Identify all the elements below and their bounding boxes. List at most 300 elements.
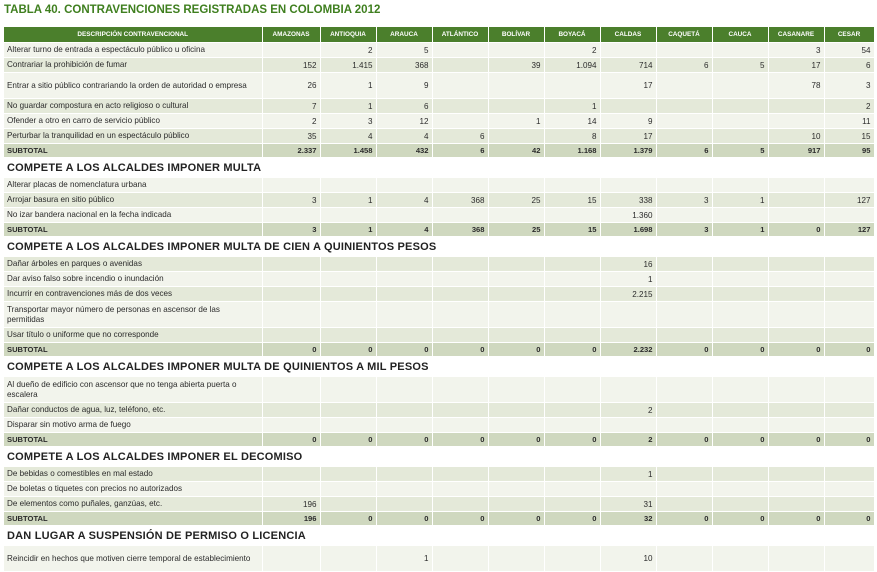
cell-value [432,287,488,302]
cell-value [262,482,320,497]
table-number: TABLA 40. [4,4,61,16]
cell-value: 0 [544,343,600,357]
cell-value [824,403,874,418]
section-heading: DAN LUGAR A SUSPENSIÓN DE PERMISO O LICENCIA [4,526,874,546]
cell-value [824,377,874,403]
cell-value [376,208,432,223]
cell-value [432,178,488,193]
cell-value: 0 [768,433,824,447]
cell-value [488,178,544,193]
table-row [4,328,874,343]
cell-value: 2.232 [600,343,656,357]
cell-value [824,497,874,512]
cell-value [320,467,376,482]
cell-value: 25 [488,193,544,208]
row-description: Reincidir en hechos que motiven cierre temporal de establecimiento [4,546,262,572]
cell-value [320,302,376,328]
cell-value [320,482,376,497]
cell-value [656,467,712,482]
cell-value [768,418,824,433]
cell-value: 0 [376,343,432,357]
row-description: Ofender a otro en carro de servicio público [4,114,262,129]
cell-value [262,272,320,287]
cell-value: 5 [712,144,768,158]
section-heading-row [4,158,874,178]
cell-value: 1 [544,99,600,114]
row-description: Entrar a sitio público contrariando la orden de autoridad o empresa [4,73,262,99]
column-header: CAQUETÁ [656,27,712,43]
cell-value [824,467,874,482]
cell-value [432,377,488,403]
cell-value: 78 [768,73,824,99]
cell-value [712,99,768,114]
cell-value [432,328,488,343]
cell-value: 17 [600,73,656,99]
cell-value: 1.360 [600,208,656,223]
cell-value [544,418,600,433]
row-description: Al dueño de edificio con ascensor que no tenga abierta puerta o escalera [4,377,262,403]
table-body [4,43,874,572]
cell-value [432,272,488,287]
cell-value: 6 [824,58,874,73]
cell-value: 1 [600,272,656,287]
cell-value: 6 [432,144,488,158]
cell-value [768,328,824,343]
cell-value: 0 [320,343,376,357]
cell-value [488,418,544,433]
cell-value [488,497,544,512]
cell-value [488,73,544,99]
cell-value: 0 [376,512,432,526]
cell-value [656,114,712,129]
cell-value [432,73,488,99]
cell-value [768,178,824,193]
table-row [4,467,874,482]
cell-value: 39 [488,58,544,73]
cell-value: 6 [656,58,712,73]
column-header: AMAZONAS [262,27,320,43]
cell-value [262,257,320,272]
cell-value [600,328,656,343]
cell-value [432,403,488,418]
cell-value: 0 [432,433,488,447]
cell-value [262,43,320,58]
cell-value [712,467,768,482]
cell-value: 127 [824,193,874,208]
cell-value [712,546,768,572]
cell-value [768,302,824,328]
cell-value: 3 [824,73,874,99]
cell-value: 1.168 [544,144,600,158]
cell-value [544,546,600,572]
cell-value [656,377,712,403]
cell-value [768,482,824,497]
cell-value [600,418,656,433]
cell-value [712,208,768,223]
cell-value [376,482,432,497]
cell-value [656,403,712,418]
subtotal-row [4,343,874,357]
cell-value [656,257,712,272]
cell-value: 8 [544,129,600,144]
cell-value [488,302,544,328]
cell-value: 0 [376,433,432,447]
section-heading-row [4,526,874,546]
cell-value [712,129,768,144]
cell-value: 4 [320,129,376,144]
cell-value [262,467,320,482]
table-row [4,73,874,99]
cell-value [544,178,600,193]
cell-value [488,208,544,223]
cell-value [712,114,768,129]
cell-value [320,377,376,403]
cell-value [262,328,320,343]
table-row [4,403,874,418]
cell-value: 0 [824,512,874,526]
cell-value [376,302,432,328]
cell-value [656,129,712,144]
cell-value: 196 [262,512,320,526]
cell-value: 6 [376,99,432,114]
table-row [4,302,874,328]
row-description: Transportar mayor número de personas en ascensor de las permitidas [4,302,262,328]
cell-value [712,418,768,433]
cell-value [432,546,488,572]
cell-value: 0 [544,433,600,447]
column-header: ATLÁNTICO [432,27,488,43]
cell-value [488,403,544,418]
cell-value [544,302,600,328]
header-row [4,27,874,43]
cell-value [656,99,712,114]
cell-value [600,43,656,58]
table-row [4,43,874,58]
cell-value: 0 [656,343,712,357]
cell-value [320,287,376,302]
cell-value: 95 [824,144,874,158]
cell-value [544,403,600,418]
cell-value: 0 [656,512,712,526]
cell-value: 0 [824,343,874,357]
cell-value: 0 [320,512,376,526]
cell-value [488,467,544,482]
cell-value [544,287,600,302]
cell-value: 5 [376,43,432,58]
cell-value [432,43,488,58]
cell-value: 4 [376,223,432,237]
cell-value [320,257,376,272]
cell-value [768,193,824,208]
row-description: Contrariar la prohibición de fumar [4,58,262,73]
cell-value: 1 [600,467,656,482]
cell-value: 1 [376,546,432,572]
row-description: Dañar conductos de agua, luz, teléfono, etc. [4,403,262,418]
row-description: Dar aviso falso sobre incendio o inundación [4,272,262,287]
cell-value: 12 [376,114,432,129]
cell-value [488,377,544,403]
cell-value [544,482,600,497]
cell-value: 54 [824,43,874,58]
cell-value: 196 [262,497,320,512]
cell-value: 35 [262,129,320,144]
subtotal-label: SUBTOTAL [4,512,262,526]
row-description: De elementos como puñales, ganzúas, etc. [4,497,262,512]
cell-value: 11 [824,114,874,129]
cell-value [376,377,432,403]
cell-value: 1 [320,73,376,99]
column-header: CAUCA [712,27,768,43]
cell-value: 1 [320,99,376,114]
cell-value: 0 [432,512,488,526]
cell-value [656,73,712,99]
cell-value [262,178,320,193]
cell-value: 31 [600,497,656,512]
table-row [4,497,874,512]
cell-value [488,129,544,144]
cell-value [656,208,712,223]
cell-value [824,178,874,193]
cell-value: 0 [488,433,544,447]
cell-value [488,43,544,58]
cell-value [320,497,376,512]
cell-value: 9 [376,73,432,99]
cell-value: 714 [600,58,656,73]
row-description: De bebidas o comestibles en mal estado [4,467,262,482]
cell-value [656,482,712,497]
cell-value [376,287,432,302]
cell-value [376,418,432,433]
cell-value [488,482,544,497]
cell-value [824,418,874,433]
cell-value [488,99,544,114]
cell-value: 3 [768,43,824,58]
cell-value [656,287,712,302]
cell-value [712,328,768,343]
cell-value [824,482,874,497]
row-description: Perturbar la tranquilidad en un espectáculo público [4,129,262,144]
cell-value: 0 [488,343,544,357]
cell-value: 152 [262,58,320,73]
subtotal-label: SUBTOTAL [4,433,262,447]
cell-value [432,58,488,73]
cell-value: 0 [712,343,768,357]
cell-value: 16 [600,257,656,272]
cell-value [600,377,656,403]
cell-value: 26 [262,73,320,99]
cell-value [376,257,432,272]
cell-value [320,178,376,193]
cell-value: 1 [712,223,768,237]
cell-value [712,377,768,403]
cell-value: 5 [712,58,768,73]
cell-value [262,302,320,328]
cell-value: 2 [262,114,320,129]
table-row [4,377,874,403]
cell-value [600,99,656,114]
cell-value [600,178,656,193]
table-row [4,58,874,73]
cell-value [824,302,874,328]
cell-value [376,497,432,512]
column-header: BOYACÁ [544,27,600,43]
section-heading: COMPETE A LOS ALCALDES IMPONER MULTA DE CIEN A QUINIENTOS PESOS [4,237,874,257]
cell-value [320,208,376,223]
cell-value: 1.094 [544,58,600,73]
cell-value: 1.698 [600,223,656,237]
cell-value: 15 [824,129,874,144]
cell-value: 3 [262,223,320,237]
cell-value: 368 [376,58,432,73]
cell-value: 127 [824,223,874,237]
cell-value [768,257,824,272]
cell-value: 0 [262,433,320,447]
row-description: Incurrir en contravenciones más de dos veces [4,287,262,302]
column-header-description: DESCRIPCIÓN CONTRAVENCIONAL [4,27,262,43]
row-description: Disparar sin motivo arma de fuego [4,418,262,433]
cell-value [712,43,768,58]
cell-value: 2 [320,43,376,58]
cell-value [656,328,712,343]
cell-value: 0 [768,512,824,526]
cell-value [600,482,656,497]
section-heading: COMPETE A LOS ALCALDES IMPONER MULTA [4,158,874,178]
cell-value: 7 [262,99,320,114]
cell-value [656,302,712,328]
cell-value [768,272,824,287]
table-row [4,129,874,144]
cell-value [712,497,768,512]
table-row [4,178,874,193]
cell-value [488,287,544,302]
cell-value: 0 [262,343,320,357]
cell-value: 1.415 [320,58,376,73]
section-heading: COMPETE A LOS ALCALDES IMPONER MULTA DE QUINIENTOS A MIL PESOS [4,357,874,377]
cell-value [320,272,376,287]
cell-value [488,272,544,287]
row-description: No izar bandera nacional en la fecha indicada [4,208,262,223]
table-row [4,546,874,572]
row-description: Alterar turno de entrada a espectáculo público u oficina [4,43,262,58]
cell-value: 2.337 [262,144,320,158]
cell-value [432,418,488,433]
table-row [4,114,874,129]
row-description: De boletas o tiquetes con precios no autorizados [4,482,262,497]
section-heading-row [4,237,874,257]
cell-value [712,257,768,272]
cell-value [768,114,824,129]
cell-value [320,328,376,343]
cell-value [712,272,768,287]
cell-value [544,257,600,272]
cell-value: 9 [600,114,656,129]
subtotal-row [4,433,874,447]
section-heading-row [4,447,874,467]
cell-value: 1.379 [600,144,656,158]
cell-value [262,287,320,302]
cell-value [768,287,824,302]
table-caption: CONTRAVENCIONES REGISTRADAS EN COLOMBIA 2012 [64,4,381,16]
cell-value: 368 [432,223,488,237]
cell-value [544,377,600,403]
cell-value: 2.215 [600,287,656,302]
cell-value: 1 [488,114,544,129]
cell-value [262,377,320,403]
cell-value [544,467,600,482]
subtotal-row [4,144,874,158]
cell-value: 1 [320,193,376,208]
cell-value [768,403,824,418]
subtotal-label: SUBTOTAL [4,343,262,357]
table-row [4,272,874,287]
cell-value [768,497,824,512]
cell-value: 0 [712,433,768,447]
cell-value: 2 [824,99,874,114]
cell-value [656,272,712,287]
cell-value: 25 [488,223,544,237]
cell-value [262,418,320,433]
cell-value: 3 [656,193,712,208]
cell-value [768,377,824,403]
cell-value: 14 [544,114,600,129]
cell-value [376,328,432,343]
cell-value [432,497,488,512]
cell-value: 0 [544,512,600,526]
cell-value [768,467,824,482]
cell-value [320,403,376,418]
subtotal-row [4,512,874,526]
cell-value: 0 [320,433,376,447]
cell-value [488,257,544,272]
subtotal-label: SUBTOTAL [4,223,262,237]
cell-value: 0 [432,343,488,357]
table-title [4,2,380,18]
cell-value [544,208,600,223]
cell-value: 0 [712,512,768,526]
cell-value [768,208,824,223]
column-header: CASANARE [768,27,824,43]
cell-value: 1.458 [320,144,376,158]
cell-value [712,302,768,328]
section-heading: COMPETE A LOS ALCALDES IMPONER EL DECOMISO [4,447,874,467]
table-row [4,287,874,302]
cell-value [432,467,488,482]
cell-value: 917 [768,144,824,158]
cell-value [712,403,768,418]
cell-value [488,546,544,572]
cell-value: 6 [656,144,712,158]
cell-value [824,287,874,302]
cell-value: 32 [600,512,656,526]
column-header: CALDAS [600,27,656,43]
subtotal-label: SUBTOTAL [4,144,262,158]
cell-value [432,99,488,114]
cell-value [432,302,488,328]
section-heading-row [4,357,874,377]
table-row [4,99,874,114]
row-description: Usar título o uniforme que no corresponde [4,328,262,343]
cell-value [824,257,874,272]
cell-value: 2 [600,403,656,418]
cell-value [824,328,874,343]
cell-value [544,272,600,287]
cell-value [262,208,320,223]
row-description: Alterar placas de nomenclatura urbana [4,178,262,193]
cell-value: 2 [600,433,656,447]
cell-value: 15 [544,223,600,237]
cell-value [712,287,768,302]
cell-value: 0 [656,433,712,447]
